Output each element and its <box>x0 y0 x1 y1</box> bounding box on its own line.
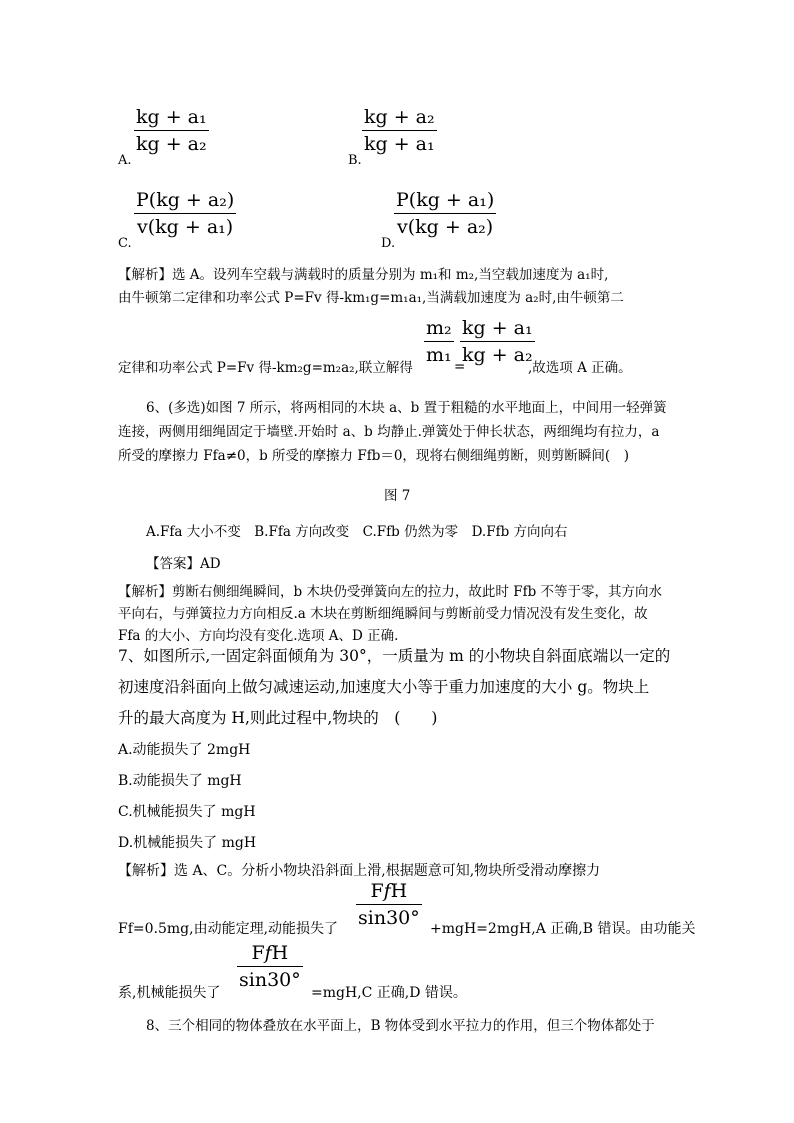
q6-line3: 所受的摩擦力 Ffa≠0，b 所受的摩擦力 Ffb＝0，现将右侧细绳剪断，则剪断瞬间( ) <box>118 448 629 464</box>
q7-option-a: A.动能损失了 2mgH <box>118 742 251 758</box>
fraction-numerator: m₂ <box>426 317 452 339</box>
option-d-fraction <box>394 187 496 240</box>
q5-analysis-line2: 由牛顿第二定律和功率公式 P=Fv 得-km₁g=m₁a₁,当满载加速度为 a₂时,由牛顿第二 <box>118 290 624 306</box>
fraction-denominator: m₁ <box>426 344 452 366</box>
fraction-denominator: sin30° <box>358 907 420 929</box>
fraction-numerator: F𝑓H <box>251 942 289 964</box>
q6-line1: 6、(多选)如图 7 所示，将两相同的木块 a、b 置于粗糙的水平地面上，中间用一轻弹簧 <box>146 400 667 416</box>
q6-analysis-line1: 【解析】剪断右侧细绳瞬间，b 木块仍受弹簧向左的拉力，故此时 Ffb 不等于零，其方向水 <box>118 584 663 600</box>
fraction-denominator: v(kg + a₁) <box>137 216 234 238</box>
q7-line1: 7、如图所示,一固定斜面倾角为 30°，一质量为 m 的小物块自斜面底端以一定的 <box>118 647 671 665</box>
friction-work-fraction-1 <box>356 878 422 931</box>
acceleration-ratio-fraction <box>460 315 535 368</box>
option-c-fraction <box>134 187 236 240</box>
q6-analysis-line3: Ffa 的大小、方向均没有变化.选项 A、D 正确. <box>118 628 399 644</box>
fraction-denominator: sin30° <box>239 969 301 991</box>
option-b-fraction <box>362 104 437 157</box>
option-a-fraction <box>134 104 209 157</box>
fraction-denominator: kg + a₂ <box>136 133 207 155</box>
q7-analysis-line2-pre: Ff=0.5mg,由动能定理,动能损失了 <box>118 921 339 937</box>
q7-analysis-line2-post: +mgH=2mgH,A 正确,B 错误。由功能关 <box>430 921 696 937</box>
q7-analysis-line3-pre: 系,机械能损失了 <box>118 985 221 1001</box>
q7-analysis-line1: 【解析】选 A、C。分析小物块沿斜面上滑,根据题意可知,物块所受滑动摩擦力 <box>118 863 601 879</box>
figure-caption: 图 7 <box>384 488 411 504</box>
q6-answer: 【答案】AD <box>146 556 221 572</box>
q7-option-c: C.机械能损失了 mgH <box>118 804 256 820</box>
q7-line2: 初速度沿斜面向上做匀减速运动,加速度大小等于重力加速度的大小 g。物块上 <box>118 678 650 696</box>
q7-analysis-line3-post: =mgH,C 正确,D 错误。 <box>311 985 467 1001</box>
fraction-denominator: kg + a₂ <box>462 344 533 366</box>
q7-option-b: B.动能损失了 mgH <box>118 773 242 789</box>
fraction-numerator: kg + a₂ <box>364 106 435 128</box>
fraction-numerator: P(kg + a₁) <box>396 189 495 211</box>
q5-analysis-line1: 【解析】选 A。设列车空载与满载时的质量分别为 m₁和 m₂,当空载加速度为 a₁时, <box>118 267 609 283</box>
q6-line2: 连接，两侧用细绳固定于墙壁.开始时 a、b 均静止.弹簧处于伸长状态，两细绳均有拉力，a <box>118 424 660 440</box>
friction-work-fraction-2 <box>237 940 303 993</box>
fraction-denominator: v(kg + a₂) <box>397 216 494 238</box>
fraction-numerator: kg + a₁ <box>462 317 533 339</box>
q7-line3: 升的最大高度为 H,则此过程中,物块的 ( ) <box>118 709 438 727</box>
q8-line1: 8、三个相同的物体叠放在水平面上，B 物体受到水平拉力的作用，但三个物体都处于 <box>146 1018 655 1034</box>
fraction-denominator: kg + a₁ <box>364 133 435 155</box>
option-d-letter: D. <box>381 236 396 251</box>
q5-analysis-line3-post: ,故选项 A 正确。 <box>528 360 632 376</box>
option-a-letter: A. <box>118 153 132 168</box>
q5-analysis-line3-pre: 定律和功率公式 P=Fv 得-km₂g=m₂a₂,联立解得 <box>118 360 413 376</box>
option-c-letter: C. <box>118 236 132 251</box>
fraction-numerator: kg + a₁ <box>136 106 207 128</box>
q7-option-d: D.机械能损失了 mgH <box>118 835 257 851</box>
fraction-numerator: P(kg + a₂) <box>136 189 235 211</box>
q6-analysis-line2: 平向右，与弹簧拉力方向相反.a 木块在剪断细绳瞬间与剪断前受力情况没有发生变化，故 <box>118 606 648 622</box>
equals-sign: = <box>454 359 466 375</box>
fraction-numerator: F𝑓H <box>370 880 408 902</box>
mass-ratio-fraction <box>424 315 454 368</box>
q6-options: A.Ffa 大小不变 B.Ffa 方向改变 C.Ffb 仍然为零 D.Ffb 方向向右 <box>146 524 568 540</box>
option-b-letter: B. <box>348 153 362 168</box>
